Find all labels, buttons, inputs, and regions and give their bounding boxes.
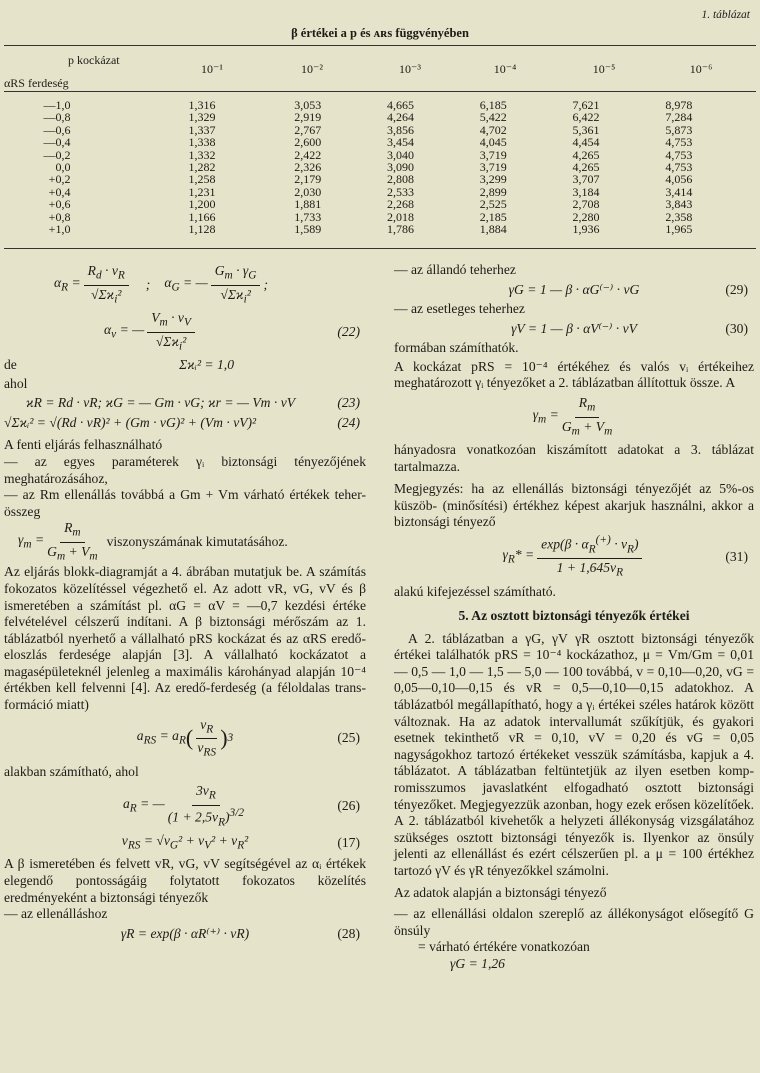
table-rule-mid bbox=[4, 91, 756, 92]
left-column bbox=[4, 260, 366, 945]
table-cell: 4,265 bbox=[572, 147, 600, 162]
paragraph: alakú kifejezéssel számítható. bbox=[394, 583, 556, 599]
table-row bbox=[4, 211, 760, 223]
paragraph: A β ismeretében és felvett vR, vG, vV segítségével az αᵢ értékek elegendő pontosságáig folytatott fokozatos közelítés eredményeként a biztonsági tényezők bbox=[4, 856, 366, 905]
col-header: 10⁻¹ bbox=[201, 62, 223, 76]
table-cell: 4,753 bbox=[665, 160, 693, 175]
table-cell: 1,258 bbox=[188, 172, 216, 187]
table-row bbox=[4, 149, 760, 161]
table-cell: 7,621 bbox=[572, 98, 600, 112]
paragraph: — az egyes paraméterek γᵢ biztonsági tényezőjének meghatározásához, bbox=[4, 454, 366, 486]
beta-values-table bbox=[4, 99, 760, 235]
table-cell: 4,665 bbox=[386, 98, 414, 112]
table-cell: 1,337 bbox=[188, 122, 216, 137]
table-cell: 1,332 bbox=[188, 147, 216, 162]
paragraph: — az Rm ellenállás továbbá a Gm + Vm várható értékek teher-összeg bbox=[4, 487, 366, 519]
table-cell: 1,936 bbox=[572, 222, 600, 237]
table-cell: 2,179 bbox=[294, 172, 322, 187]
paragraph: hányadosra vonatkozóan kiszámított adatokat a 3. táblázat tartalmazza. bbox=[394, 442, 754, 474]
table-cell: 2,030 bbox=[294, 184, 322, 199]
row-label: +0,6 bbox=[48, 197, 71, 212]
table-cell: 2,808 bbox=[386, 172, 414, 187]
table-row bbox=[4, 124, 760, 136]
table-cell: 3,454 bbox=[386, 135, 414, 150]
table-cell: 2,018 bbox=[386, 209, 414, 224]
paragraph: alakban számítható, ahol bbox=[4, 763, 139, 779]
row-label: —0,8 bbox=[43, 110, 71, 125]
table-cell: 4,265 bbox=[572, 160, 600, 175]
table-cell: 2,326 bbox=[294, 160, 322, 175]
table-cell: 3,414 bbox=[665, 184, 693, 199]
table-cell: 2,708 bbox=[572, 197, 600, 212]
equation-17: $\nu_{RS} = √\nu_G^2 + \nu_V^2 + \nu_R^2$ (17) bbox=[121, 832, 360, 852]
table-number: 1. táblázat bbox=[701, 9, 750, 21]
eq-number: (22) bbox=[337, 323, 360, 339]
equation-28: γR = exp(β · αR⁽⁺⁾ · vR) (28) bbox=[120, 925, 360, 941]
table-rule-top bbox=[4, 45, 756, 46]
row-label: +0,8 bbox=[48, 209, 71, 224]
table-cell: 4,454 bbox=[572, 135, 600, 150]
table-cell: 4,753 bbox=[665, 147, 693, 162]
table-cell: 1,128 bbox=[188, 222, 216, 237]
paragraph: Az eljárás blokk-diagramját a 4. ábrában mutatjuk be. A számítás fokozatos közelítéssel végezhető el. Az adott vR, vG, vV és β ismeretében a számítást pl. αG = αV = —0,7 kezdési értéke felvételével célszerű indítani. A β biztonsági mérőszám az 1. táblázatból nyerhető a vállalható pRS kockázat és az αRS eredő-eloszlás ferdesége alapján [3]. A vállalható kockázatot a magasépületeknél jelenleg a maximális károhányad alapján 10⁻⁴ értékben kell felvenni [4]. Az eredő-ferdeség (a féloldalas transformáció miatt) bbox=[4, 564, 366, 713]
alpha-skew-label: αRS ferdeség bbox=[4, 76, 69, 90]
table-cell: 2,919 bbox=[294, 110, 322, 125]
paragraph: A fenti eljárás felhasználható bbox=[4, 437, 163, 453]
table-cell: 2,600 bbox=[294, 135, 322, 150]
row-label: +0,4 bbox=[48, 184, 71, 199]
equation-31: $\gamma_R*$ = $\frac{\exp(\beta \cdot \alpha_R^{(+)} \cdot \nu_R)}{1 + 1,645\nu_R}$ (31) bbox=[502, 534, 748, 579]
table-row bbox=[4, 99, 760, 111]
sum-equation: Σϰᵢ² = 1,0 bbox=[179, 357, 234, 373]
equation-25: $a_{RS} = a_R$ ( $\frac{\nu_R}{\nu_{RS}}$ ) 3 (25) bbox=[136, 716, 360, 759]
col-header: 10⁻² bbox=[301, 62, 323, 76]
gamma-g-value: γG = 1,26 bbox=[450, 955, 505, 971]
table-cell: 7,284 bbox=[665, 110, 693, 125]
row-label: 0,0 bbox=[55, 160, 71, 175]
table-cell: 3,299 bbox=[479, 172, 507, 187]
table-cell: 4,702 bbox=[479, 122, 507, 137]
table-cell: 3,843 bbox=[665, 197, 693, 212]
paragraph: — az esetleges teherhez bbox=[394, 301, 525, 317]
table-cell: 2,280 bbox=[572, 209, 600, 224]
table-cell: 1,338 bbox=[188, 135, 216, 150]
table-cell: 2,185 bbox=[479, 209, 507, 224]
table-row bbox=[4, 173, 760, 185]
equation-26: $a_R$ = — $\frac{3\nu_R}{(1 + 2,5\nu_R)^{3/2}}$ (26) bbox=[122, 783, 360, 829]
text-ahol: ahol bbox=[4, 375, 28, 391]
paragraph: A kockázat pRS = 10⁻⁴ értékéhez és valós vᵢ értékeihez meghatározott γᵢ tényezőket a 2. táblázatban állítottuk össze. A bbox=[394, 358, 754, 391]
equation-30: γV = 1 — β · αV⁽⁻⁾ · vV (30) bbox=[511, 320, 748, 336]
row-label: +1,0 bbox=[48, 222, 71, 237]
table-cell: 3,184 bbox=[572, 184, 600, 199]
text-de: de bbox=[4, 357, 17, 373]
gamma-m-ratio: $\gamma_m$ = $\frac{R_m}{G_m + V_m}$ viszonyszámának kimutatásához. bbox=[18, 520, 288, 563]
table-cell: 3,707 bbox=[572, 172, 600, 187]
table-row bbox=[4, 111, 760, 123]
row-label: —0,6 bbox=[43, 122, 71, 137]
table-cell: 3,719 bbox=[479, 147, 507, 162]
paragraph: — az ellenálláshoz bbox=[4, 906, 108, 922]
table-cell: 1,166 bbox=[188, 209, 216, 224]
table-row bbox=[4, 161, 760, 173]
equation-29: γG = 1 — β · αG⁽⁻⁾ · vG (29) bbox=[508, 281, 748, 297]
paragraph: — az ellenállási oldalon szereplő az állékonyságot elősegítő G önsúly bbox=[394, 906, 754, 938]
table-cell: 1,965 bbox=[665, 222, 693, 237]
paragraph: — az állandó teherhez bbox=[394, 262, 516, 277]
table-cell: 5,873 bbox=[665, 122, 693, 137]
table-cell: 4,045 bbox=[479, 135, 507, 150]
table-cell: 5,422 bbox=[479, 110, 507, 125]
table-cell: 1,881 bbox=[294, 197, 322, 212]
table-cell: 1,786 bbox=[386, 222, 414, 237]
table-cell: 2,525 bbox=[479, 197, 507, 212]
col-header: 10⁻⁵ bbox=[592, 62, 616, 76]
paragraph: = várható értékére vonatkozóan bbox=[418, 939, 590, 955]
table-cell: 2,899 bbox=[479, 184, 507, 199]
equation-23: ϰR = Rd · vR; ϰG = — Gm · vG; ϰr = — Vm · vV (23) bbox=[26, 395, 360, 411]
table-cell: 5,361 bbox=[572, 122, 600, 137]
col-header: 10⁻⁶ bbox=[689, 62, 713, 76]
table-row bbox=[4, 198, 760, 210]
table-cell: 1,231 bbox=[188, 184, 216, 199]
table-cell: 1,200 bbox=[188, 197, 216, 212]
table-cell: 1,316 bbox=[188, 98, 216, 112]
table-cell: 3,856 bbox=[386, 122, 414, 137]
table-cell: 3,090 bbox=[386, 160, 414, 175]
table-title: β értékei a p és ᴀʀs függvényében bbox=[291, 26, 469, 40]
table-cell: 2,358 bbox=[665, 209, 693, 224]
table-cell: 2,422 bbox=[294, 147, 322, 162]
table-cell: 3,040 bbox=[386, 147, 414, 162]
table-cell: 2,268 bbox=[386, 197, 414, 212]
equation-24: √Σϰᵢ² = √(Rd · vR)² + (Gm · vG)² + (Vm · vV)² (24) bbox=[4, 414, 360, 430]
table-cell: 3,053 bbox=[294, 98, 322, 112]
table-cell: 1,282 bbox=[188, 160, 216, 175]
table-cell: 4,056 bbox=[665, 172, 693, 187]
table-cell: 1,329 bbox=[188, 110, 216, 125]
table-cell: 2,533 bbox=[386, 184, 414, 199]
right-column bbox=[394, 262, 754, 972]
col-header: 10⁻³ bbox=[399, 62, 421, 76]
table-row bbox=[4, 136, 760, 148]
p-risk-label: p kockázat bbox=[68, 53, 120, 67]
table-cell: 2,767 bbox=[294, 122, 322, 137]
table-cell: 3,719 bbox=[479, 160, 507, 175]
table-row bbox=[4, 186, 760, 198]
equation-22: $\alpha_v$ = — $\frac{V_m \cdot \nu_V}{√\Sigma ϰ_i^2}$ (22) bbox=[104, 310, 360, 353]
row-label: —0,4 bbox=[43, 135, 71, 150]
table-cell: 1,733 bbox=[294, 209, 322, 224]
table-cell: 4,264 bbox=[386, 110, 414, 125]
table-cell: 4,753 bbox=[665, 135, 693, 150]
table-cell: 6,422 bbox=[572, 110, 600, 125]
col-header: 10⁻⁴ bbox=[493, 62, 517, 76]
row-label: —0,2 bbox=[43, 147, 71, 162]
alpha-definitions: $\alpha_R$ = $\frac{R_d \cdot v_R}{√\Sigma ϰ_i^2}$ ; $\alpha_G$ = — $\frac{G_m \cdot \gamma_G}{√\Sigma ϰ_i^2}$ ; bbox=[54, 263, 268, 306]
table-cell: 1,884 bbox=[479, 222, 507, 237]
paragraph: A 2. táblázatban a γG, γV γR osztott biztonsági tényezők értékei találhatók pRS = 10⁻⁴ kockázathoz, μ = Vm/Gm = 0,01 — 0,5 — 1,0 — 1,5 — 5,0 — 100 továbbá, v = 0,10—0,20, vG = 0,05—0,10—0,15 és vR = 0,5—0,10—0,15 adatokhoz. A táblázatból megállapítható, hogy a γᵢ értékei széles határok között változnak. Ha az adatok intervallumát szűkítjük, és gyakori esetnek tekinthető vR = 0,10, vV = 0,20 és vG = 0,05 nagyságokhoz tartozó értékeket vesszük számításba, kapjuk a 4. táblázatot. A táblázatban feltüntetjük az ilyen esetben kompromisszumos javaslatként elfogadható osztott biztonsági tényezőket. Megjegyezzük azonban, hogy ezek erősen közelítőek. A 2. táblázatból kivehetők a helyzeti állékonyság vizsgálatához szükséges osztott biztonsági tényezők is. Ilyenkor az önsúly jelenti az ellenállást és ezért célszerűen pl. a μ = 100 értékhez tartozó γV és γR tényezőkkel számolni. bbox=[394, 630, 754, 878]
gamma-m-equation: $\gamma_m$ = $\frac{R_m}{G_m + V_m}$ bbox=[532, 395, 613, 438]
paragraph: Az adatok alapján a biztonsági tényező bbox=[394, 885, 607, 901]
table-rule-bottom bbox=[4, 248, 756, 249]
section-heading: 5. Az osztott biztonsági tényezők értékei bbox=[458, 608, 690, 624]
table-cell: 8,978 bbox=[665, 98, 693, 112]
paragraph: Megjegyzés: ha az ellenállás biztonsági tényezőjét az 5%-os küszöb- (minősítési) értékhez képest akarjuk használni, akkor a biztonsági tényező bbox=[394, 481, 754, 530]
table-cell: 6,185 bbox=[479, 98, 507, 112]
row-label: +0,2 bbox=[48, 172, 71, 187]
table-cell: 1,589 bbox=[294, 222, 322, 237]
paragraph: formában számíthatók. bbox=[394, 340, 519, 356]
row-label: —1,0 bbox=[43, 98, 71, 112]
table-row bbox=[4, 223, 760, 235]
